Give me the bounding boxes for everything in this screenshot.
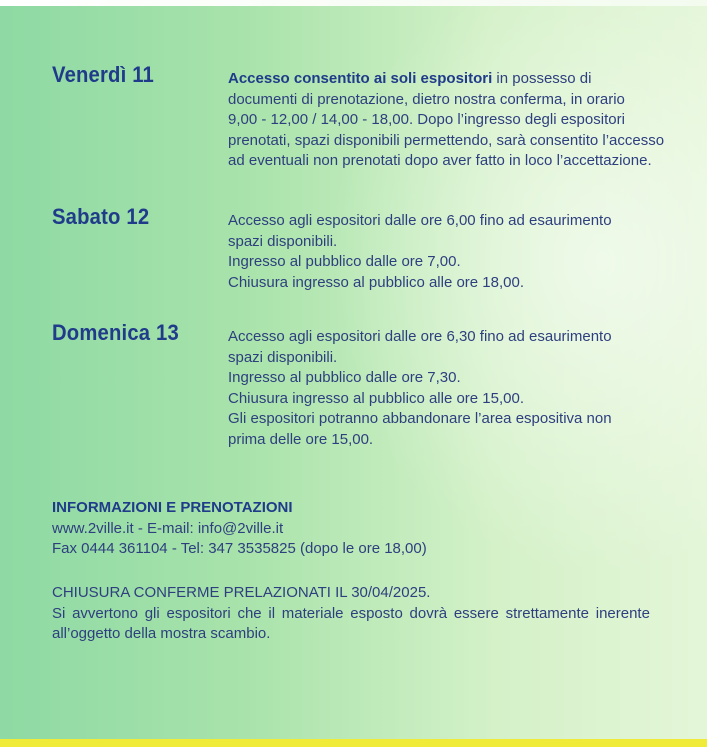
notice-warning-line <box>52 604 650 625</box>
info-heading: INFORMAZIONI E PRENOTAZIONI <box>52 499 293 516</box>
friday-line-5: ad eventuali non prenotati dopo aver fatto in loco l’accettazione. <box>228 152 652 169</box>
sunday-line-3: Ingresso al pubblico dalle ore 7,30. <box>228 369 461 386</box>
warning-word: Si <box>52 604 66 622</box>
bottom-band <box>0 739 707 747</box>
warning-word: espositori <box>166 604 231 622</box>
friday-line-4: prenotati, spazi disponibili permettendo, sarà consentito l’accesso <box>228 131 665 149</box>
friday-lead: Accesso consentito ai soli espositori <box>228 70 493 87</box>
friday-line-2: documenti di prenotazione, dietro nostra conferma, in orario <box>228 90 625 108</box>
info-block <box>52 498 672 560</box>
notice-closing: CHIUSURA CONFERME PRELAZIONATI IL 30/04/2025. <box>52 584 431 601</box>
saturday-line-2: spazi disponibili. <box>228 232 338 250</box>
friday-line-1 <box>228 69 698 90</box>
warning-word: materiale <box>281 604 344 622</box>
friday-line-3: 9,00 - 12,00 / 14,00 - 18,00. Dopo l’ingresso degli espositori <box>228 111 625 128</box>
notice-block <box>52 583 672 645</box>
friday-description <box>228 69 698 172</box>
sunday-line-4: Chiusura ingresso al pubblico alle ore 15,00. <box>228 389 525 407</box>
warning-word: inerente <box>595 604 650 622</box>
day-friday: Venerdì 11 <box>52 62 154 87</box>
saturday-line-3: Ingresso al pubblico dalle ore 7,00. <box>228 253 461 270</box>
warning-word: gli <box>144 604 160 622</box>
info-web-email: www.2ville.it - E-mail: info@2ville.it <box>52 519 284 537</box>
warning-word: esposto <box>350 604 403 622</box>
warning-word: strettamente <box>505 604 589 622</box>
saturday-line-4: Chiusura ingresso al pubblico alle ore 18,00. <box>228 273 525 291</box>
saturday-description <box>228 211 698 293</box>
warning-word: il <box>268 604 276 622</box>
friday-line-1-rest: in possesso di <box>492 70 592 87</box>
info-phones: Fax 0444 361104 - Tel: 347 3535825 (dopo le ore 18,00) <box>52 540 427 557</box>
sunday-line-6: prima delle ore 15,00. <box>228 430 374 448</box>
day-sunday: Domenica 13 <box>52 320 179 345</box>
top-edge <box>0 0 707 6</box>
sunday-description <box>228 327 698 450</box>
notice-warning-end: all’oggetto della mostra scambio. <box>52 625 271 642</box>
sunday-line-2: spazi disponibili. <box>228 348 338 366</box>
day-saturday: Sabato 12 <box>52 204 150 229</box>
warning-word: che <box>237 604 262 622</box>
warning-word: essere <box>453 604 499 622</box>
sunday-line-1: Accesso agli espositori dalle ore 6,30 fino ad esaurimento <box>228 328 612 345</box>
sunday-line-5: Gli espositori potranno abbandonare l’area espositiva non <box>228 410 612 427</box>
saturday-line-1: Accesso agli espositori dalle ore 6,00 fino ad esaurimento <box>228 212 612 229</box>
warning-word: avvertono <box>72 604 138 622</box>
warning-word: dovrà <box>409 604 448 622</box>
